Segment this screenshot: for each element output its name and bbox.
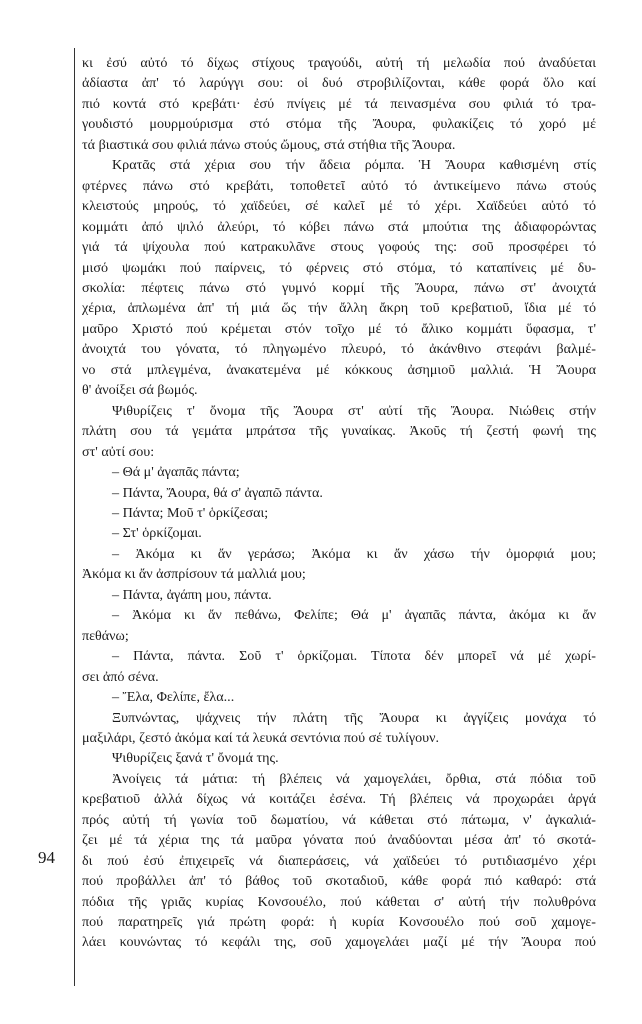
text-line: μισό ψωμάκι πού παίρνεις, τό φέρνεις στό στόμα, τό καταπίνεις μέ δυ-: [82, 259, 596, 276]
text-line: στ' αὐτί σου:: [82, 443, 155, 460]
text-line: μαξιλάρι, ζεστό ἀκόμα καί τά λευκά σεντόνια πού σέ τυλίγουν.: [82, 729, 440, 746]
text-line: Κρατᾶς στά χέρια σου τήν ἄδεια ρόμπα. Ἡ Ἄουρα καθισμένη στίς: [112, 157, 596, 174]
text-line: – Ἀκόμα κι ἄν πεθάνω, Φελίπε; Θά μ' ἀγαπᾶς πάντα, ἀκόμα κι ἄν: [112, 607, 596, 624]
text-line: – Πάντα, Ἄουρα, θά σ' ἀγαπῶ πάντα.: [112, 484, 323, 501]
text-line: – Πάντα; Μοῦ τ' ὁρκίζεσαι;: [112, 504, 269, 521]
text-line: πρός αὐτή τή γωνία τοῦ δωματίου, νά κάθεται στό πάτωμα, ν' ἀγκαλιά-: [82, 811, 596, 828]
text-line: πού παρατηρεῖς γιά πρώτη φορά: ἡ κυρία Κονσουέλο πού σοῦ χαμογε-: [82, 914, 596, 931]
text-line: Ξυπνώντας, ψάχνεις τήν πλάτη τῆς Ἄουρα κι ἀγγίζεις μονάχα τό: [112, 709, 596, 726]
text-line: Ἀνοίγεις τά μάτια: τή βλέπεις νά χαμογελάει, ὄρθια, στά πόδια τοῦ: [112, 770, 596, 787]
text-line: Ψιθυρίζεις τ' ὄνομα τῆς Ἄουρα στ' αὐτί τῆς Ἄουρα. Νιώθεις στήν: [112, 402, 596, 419]
text-line: τά βιαστικά σου φιλιά πάνω στούς ὤμους, στά στήθια τῆς Ἄουρα.: [82, 136, 456, 153]
text-line: σκολία: πέφτεις πάνω στό γυμνό κορμί τῆς Ἄουρα, πάνω στ' ἀνοιχτά: [82, 279, 596, 296]
page-number: 94: [38, 848, 55, 867]
text-line: νο στά μπλεγμένα, ἀνακατεμένα μέ κόκκους ἀσημιοῦ μαλλιά. Ἡ Ἄουρα: [82, 361, 596, 378]
text-line: δι πού ἐσύ ἐπιχειρεῖς νά διαπεράσεις, νά χαϊδεύει τό ρυτιδιασμένο χέρι: [82, 852, 596, 869]
text-line: – Ἀκόμα κι ἄν γεράσω; Ἀκόμα κι ἄν χάσω τήν ὀμορφιά μου;: [112, 545, 596, 562]
text-line: λάει κουνώντας τό κεφάλι της, σοῦ χαμογελάει μαζί μέ τήν Ἄουρα πού: [82, 934, 596, 951]
text-line: – Πάντα, ἀγάπη μου, πάντα.: [112, 586, 272, 603]
text-line: ἀνοιχτά του γόνατα, τό πληγωμένο πλευρό, τό ἀκάνθινο στεφάνι βαλμέ-: [82, 341, 596, 358]
text-line: φτέρνες πάνω στό κρεβάτι, τοποθετεῖ αὐτό τό ἀντικείμενο πάνω στούς: [82, 177, 596, 194]
text-line: κι ἐσύ αὐτό τό δίχως στίχους τραγούδι, αὐτή τή μελωδία πού ἀναδύεται: [82, 55, 596, 71]
text-line: – Πάντα, πάντα. Σοῦ τ' ὁρκίζομαι. Τίποτα δέν μπορεῖ νά μέ χωρί-: [112, 648, 596, 665]
text-line: Ἀκόμα κι ἄν ἀσπρίσουν τά μαλλιά μου;: [82, 566, 306, 583]
text-line: γιά τά ψίχουλα πού κατρακυλᾶνε στους γοφούς της: σοῦ προσφέρει τό: [82, 239, 596, 256]
text-line: γουδιστό μουρμούρισμα στό στόμα τῆς Ἄουρα, φυλακίζεις τό χορό μέ: [82, 116, 596, 133]
text-line: πιό κοντά στό κρεβάτι· ἐσύ πνίγεις μέ τά πεινασμένα σου φιλιά τό τρα-: [82, 95, 596, 112]
text-line: ζει μέ τά χέρια της τά μαῦρα γόνατα πού ἀναδύονται μέσα ἀπ' τό σκοτά-: [82, 832, 596, 849]
text-line: πού προβάλλει ἀπ' τό βάθος τοῦ σκοταδιοῦ, κάθε φορά πιό καθαρό: στά: [82, 873, 596, 890]
text-line: κλειστούς μηρούς, τό χαϊδεύει, σέ καλεῖ μέ τό χέρι. Χαϊδεύει αὐτό τό: [82, 198, 596, 215]
margin-rule: [74, 48, 75, 986]
text-line: θ' ἀνοίξει σά βωμός.: [82, 382, 198, 399]
text-line: πόδια τῆς γριᾶς κυρίας Κονσουέλο, πού κάθεται σ' αὐτή τήν πολυθρόνα: [82, 893, 596, 910]
text-line: χέρια, ἁπλωμένα ἀπ' τή μιά ὥς τήν ἄλλη ἄκρη τοῦ κρεβατιοῦ, ἴδια μέ τό: [82, 300, 596, 317]
text-line: Ψιθυρίζεις ξανά τ' ὄνομά της.: [112, 750, 279, 767]
text-line: ἀδίαστα ἀπ' τό λαρύγγι σου: οἱ δυό στροβιλίζονται, κάθε φορά ὅλο καί: [82, 75, 596, 92]
text-line: κομμάτι ἀπό ψιλό ἀλεύρι, τό κόβει πάνω στά μπούτια της ἀδιαφορώντας: [82, 218, 596, 235]
text-line: σει ἀπό σένα.: [82, 668, 159, 685]
text-line: μαῦρο Χριστό πού κρέμεται στόν τοῖχο μέ τό ἄλικο κομμάτι ὕφασμα, τ': [82, 320, 596, 337]
text-line: – Ἔλα, Φελίπε, ἔλα...: [112, 689, 235, 706]
text-line: πλάτη σου τά γεμάτα μπράτσα τῆς γυναίκας. Ἀκοῦς τή ζεστή φωνή της: [82, 423, 596, 440]
text-line: πεθάνω;: [82, 627, 129, 644]
body-text: [82, 53, 596, 953]
text-line: – Στ' ὁρκίζομαι.: [112, 525, 202, 542]
text-line: – Θά μ' ἀγαπᾶς πάντα;: [112, 464, 240, 481]
text-line: κρεβατιοῦ ἀλλά δίχως νά κοιτάζει ἐσένα. Τή βλέπεις νά προχωράει ἀργά: [82, 791, 596, 808]
